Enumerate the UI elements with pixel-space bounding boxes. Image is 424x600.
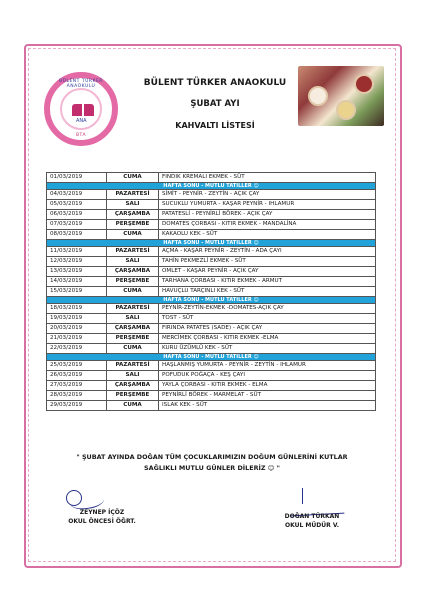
breakfast-photo <box>298 66 384 126</box>
month-title: ŞUBAT AYI <box>190 99 240 109</box>
meal-cell: FIRINDA PATATES (SADE) - AÇIK ÇAY <box>159 324 376 334</box>
breakfast-menu-table <box>46 172 376 411</box>
day-cell: SALI <box>107 314 159 324</box>
date-cell: 22/03/2019 <box>47 344 107 354</box>
day-cell: PAZARTESİ <box>107 361 159 371</box>
date-cell: 11/03/2019 <box>47 247 107 257</box>
plate-icon <box>354 74 374 94</box>
day-cell: PERŞEMBE <box>107 334 159 344</box>
meal-cell: KURU ÜZÜMLÜ KEK - SÜT <box>159 344 376 354</box>
table-row <box>47 200 376 210</box>
date-cell: 19/03/2019 <box>47 314 107 324</box>
logo-center <box>60 88 102 130</box>
day-cell: ÇARŞAMBA <box>107 324 159 334</box>
meal-cell: DOMATES ÇORBASI - KITIR EKMEK - MANDALİNA <box>159 220 376 230</box>
meal-cell: AÇMA - KAŞAR PEYNİR - ZEYTİN - ADA ÇAYI <box>159 247 376 257</box>
title-block <box>120 78 310 130</box>
school-logo <box>44 72 118 146</box>
meal-cell: OMLET - KAŞAR PEYNİR - AÇIK ÇAY <box>159 267 376 277</box>
meal-cell: HAŞLANMIŞ YUMURTA - PEYNİR - ZEYTİN - IHLAMUR <box>159 361 376 371</box>
day-cell: ÇARŞAMBA <box>107 267 159 277</box>
weekend-separator: HAFTA SONU - MUTLU TATİLLER ☺ <box>47 240 376 247</box>
date-cell: 25/03/2019 <box>47 361 107 371</box>
table-row <box>47 324 376 334</box>
table-row <box>47 361 376 371</box>
date-cell: 01/03/2019 <box>47 173 107 183</box>
meal-cell: TOST - SÜT <box>159 314 376 324</box>
table-row <box>47 220 376 230</box>
day-cell: PAZARTESİ <box>107 190 159 200</box>
weekend-separator: HAFTA SONU - MUTLU TATİLLER ☺ <box>47 297 376 304</box>
meal-cell: SİMİT - PEYNİR - ZEYTİN - AÇIK ÇAY <box>159 190 376 200</box>
day-cell: PAZARTESİ <box>107 247 159 257</box>
table-row <box>47 344 376 354</box>
day-cell: PAZARTESİ <box>107 304 159 314</box>
date-cell: 21/03/2019 <box>47 334 107 344</box>
meal-cell: TARHANA ÇORBASI - KITIR EKMEK - ARMUT <box>159 277 376 287</box>
table-row <box>47 287 376 297</box>
day-cell: SALI <box>107 371 159 381</box>
signature-left <box>52 508 152 526</box>
plate-icon <box>308 86 328 106</box>
day-cell: CUMA <box>107 401 159 411</box>
day-cell: CUMA <box>107 173 159 183</box>
list-title: KAHVALTI LİSTESİ <box>175 121 255 130</box>
table-row <box>47 230 376 240</box>
weekend-separator-row <box>47 354 376 361</box>
date-cell: 26/03/2019 <box>47 371 107 381</box>
meal-cell: HAVUÇLU TARÇINLI KEK - SÜT <box>159 287 376 297</box>
table-row <box>47 173 376 183</box>
meal-cell: MERCİMEK ÇORBASI - KITIR EKMEK -ELMA <box>159 334 376 344</box>
principal-title: OKUL MÜDÜR V. <box>285 522 339 529</box>
table-row <box>47 334 376 344</box>
meal-cell: TAHİN PEKMEZLİ EKMEK - SÜT <box>159 257 376 267</box>
table-row <box>47 190 376 200</box>
birthday-note-line2: SAĞLIKLI MUTLU GÜNLER DİLERİZ ☺ " <box>144 464 280 472</box>
date-cell: 27/03/2019 <box>47 381 107 391</box>
table-row <box>47 277 376 287</box>
day-cell: PERŞEMBE <box>107 220 159 230</box>
table-row <box>47 257 376 267</box>
birthday-note <box>40 452 384 474</box>
table-row <box>47 314 376 324</box>
weekend-separator: HAFTA SONU - MUTLU TATİLLER ☺ <box>47 354 376 361</box>
table-row <box>47 267 376 277</box>
date-cell: 15/03/2019 <box>47 287 107 297</box>
table-row <box>47 247 376 257</box>
day-cell: CUMA <box>107 230 159 240</box>
date-cell: 13/03/2019 <box>47 267 107 277</box>
date-cell: 12/03/2019 <box>47 257 107 267</box>
date-cell: 08/03/2019 <box>47 230 107 240</box>
meal-cell: PATATESLİ - PEYNİRLİ BÖREK - AÇIK ÇAY <box>159 210 376 220</box>
day-cell: CUMA <box>107 344 159 354</box>
weekend-separator: HAFTA SONU - MUTLU TATİLLER ☺ <box>47 183 376 190</box>
day-cell: SALI <box>107 200 159 210</box>
day-cell: PERŞEMBE <box>107 277 159 287</box>
date-cell: 29/03/2019 <box>47 401 107 411</box>
meal-cell: SUCUKLU YUMURTA - KAŞAR PEYNİR - IHLAMUR <box>159 200 376 210</box>
school-name: BÜLENT TÜRKER ANAOKULU <box>143 78 287 88</box>
date-cell: 05/03/2019 <box>47 200 107 210</box>
date-cell: 04/03/2019 <box>47 190 107 200</box>
table-row <box>47 304 376 314</box>
day-cell: PERŞEMBE <box>107 391 159 401</box>
day-cell: ÇARŞAMBA <box>107 210 159 220</box>
table-row <box>47 401 376 411</box>
date-cell: 07/03/2019 <box>47 220 107 230</box>
teacher-title: OKUL ÖNCESİ ÖĞRT. <box>68 518 136 525</box>
date-cell: 28/03/2019 <box>47 391 107 401</box>
table-row <box>47 371 376 381</box>
day-cell: CUMA <box>107 287 159 297</box>
date-cell: 18/03/2019 <box>47 304 107 314</box>
meal-cell: ISLAK KEK - SÜT <box>159 401 376 411</box>
day-cell: SALI <box>107 257 159 267</box>
table-row <box>47 381 376 391</box>
date-cell: 20/03/2019 <box>47 324 107 334</box>
principal-name: DOĞAN TÜRKAN <box>284 513 340 520</box>
birthday-note-line1: " ŞUBAT AYINDA DOĞAN TÜM ÇOCUKLARIMIZIN DOĞUM GÜNLERİNİ KUTLAR <box>76 453 348 461</box>
meal-cell: PEYNİRLİ BÖREK - MARMELAT - SÜT <box>159 391 376 401</box>
logo-ring-bottom: BTA <box>75 133 87 138</box>
logo-ring-text: BÜLENT TÜRKER ANAOKULU <box>59 79 103 89</box>
weekend-separator-row <box>47 183 376 190</box>
meal-cell: YAYLA ÇORBASI - KITIR EKMEK - ELMA <box>159 381 376 391</box>
weekend-separator-row <box>47 297 376 304</box>
day-cell: ÇARŞAMBA <box>107 381 159 391</box>
meal-cell: KAKAOLU KEK - SÜT <box>159 230 376 240</box>
plate-icon <box>336 100 356 120</box>
logo-center-text: ANA <box>76 118 87 124</box>
table-row <box>47 210 376 220</box>
teacher-name: ZEYNEP İÇÖZ <box>79 509 125 516</box>
meal-cell: POFUDUK POĞAÇA - KEŞ ÇAYI <box>159 371 376 381</box>
book-icon <box>72 104 94 116</box>
date-cell: 14/03/2019 <box>47 277 107 287</box>
meal-cell: FINDIK KREMALI EKMEK - SÜT <box>159 173 376 183</box>
table-row <box>47 391 376 401</box>
meal-cell: PEYNİR-ZEYTİN-EKMEK -DOMATES-AÇIK ÇAY <box>159 304 376 314</box>
signature-right <box>262 512 362 530</box>
date-cell: 06/03/2019 <box>47 210 107 220</box>
weekend-separator-row <box>47 240 376 247</box>
